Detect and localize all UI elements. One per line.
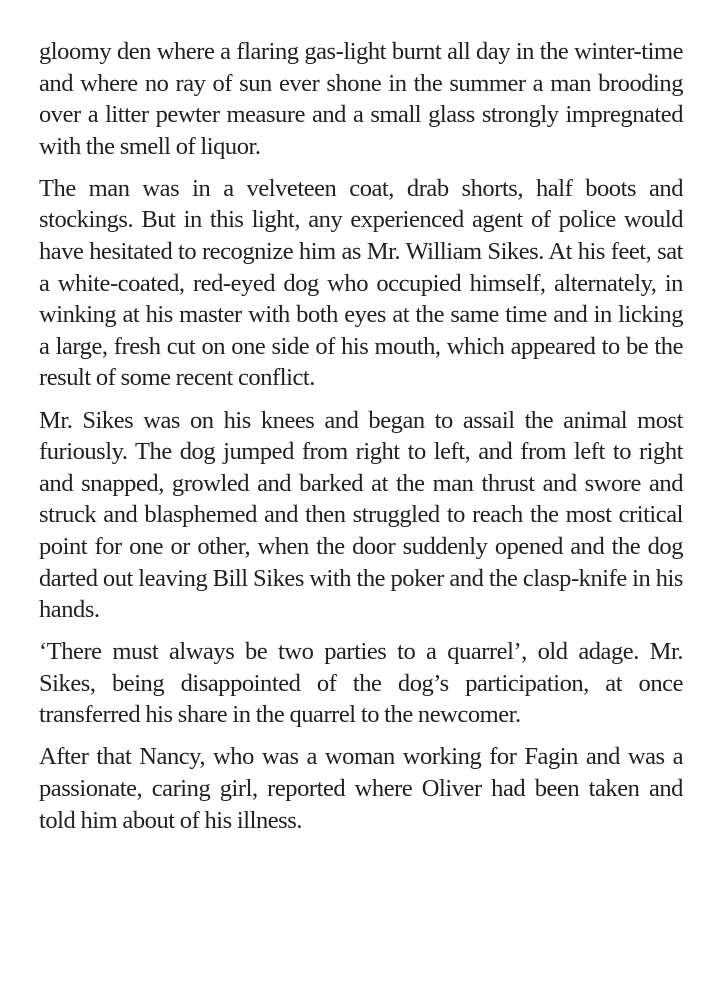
book-page-text [39, 36, 683, 847]
paragraph-quarrel-adage: ‘There must always be two parties to a quarrel’, old adage. Mr. Sikes, being disappointed of the dog’s participation, at once transferred his share in the quarrel to the newcomer. [39, 638, 683, 729]
paragraph-velveteen-coat: The man was in a velveteen coat, drab shorts, half boots and stockings. But in this light, any experienced agent of police would have hesitated to recognize him as Mr. William Sikes. At his feet, sat a white-coated, red-eyed dog who occupied himself, alternately, in winking at his master with both eyes at the same time and in licking a large, fresh cut on one side of his mouth, which appeared to be the result of some recent conflict. [39, 174, 683, 392]
paragraph-sikes-and-dog: Mr. Sikes was on his knees and began to assail the animal most furiously. The dog jumped from right to left, and from left to right and snapped, growled and barked at the man thrust and swore and struck and blasphemed and then struggled to reach the most critical point for one or other, when the door suddenly opened and the dog darted out leaving Bill Sikes with the poker and the clasp-knife in his hands. [39, 406, 683, 624]
paragraph-gloomy-den: gloomy den where a flaring gas-light burnt all day in the winter-time and where no ray of sun ever shone in the summer a man brooding over a litter pewter measure and a small glass strongly impregnated with the smell of liquor. [39, 38, 683, 160]
paragraph-nancy-report: After that Nancy, who was a woman working for Fagin and was a passionate, caring girl, reported where Oliver had been taken and told him about of his illness. [39, 743, 683, 834]
